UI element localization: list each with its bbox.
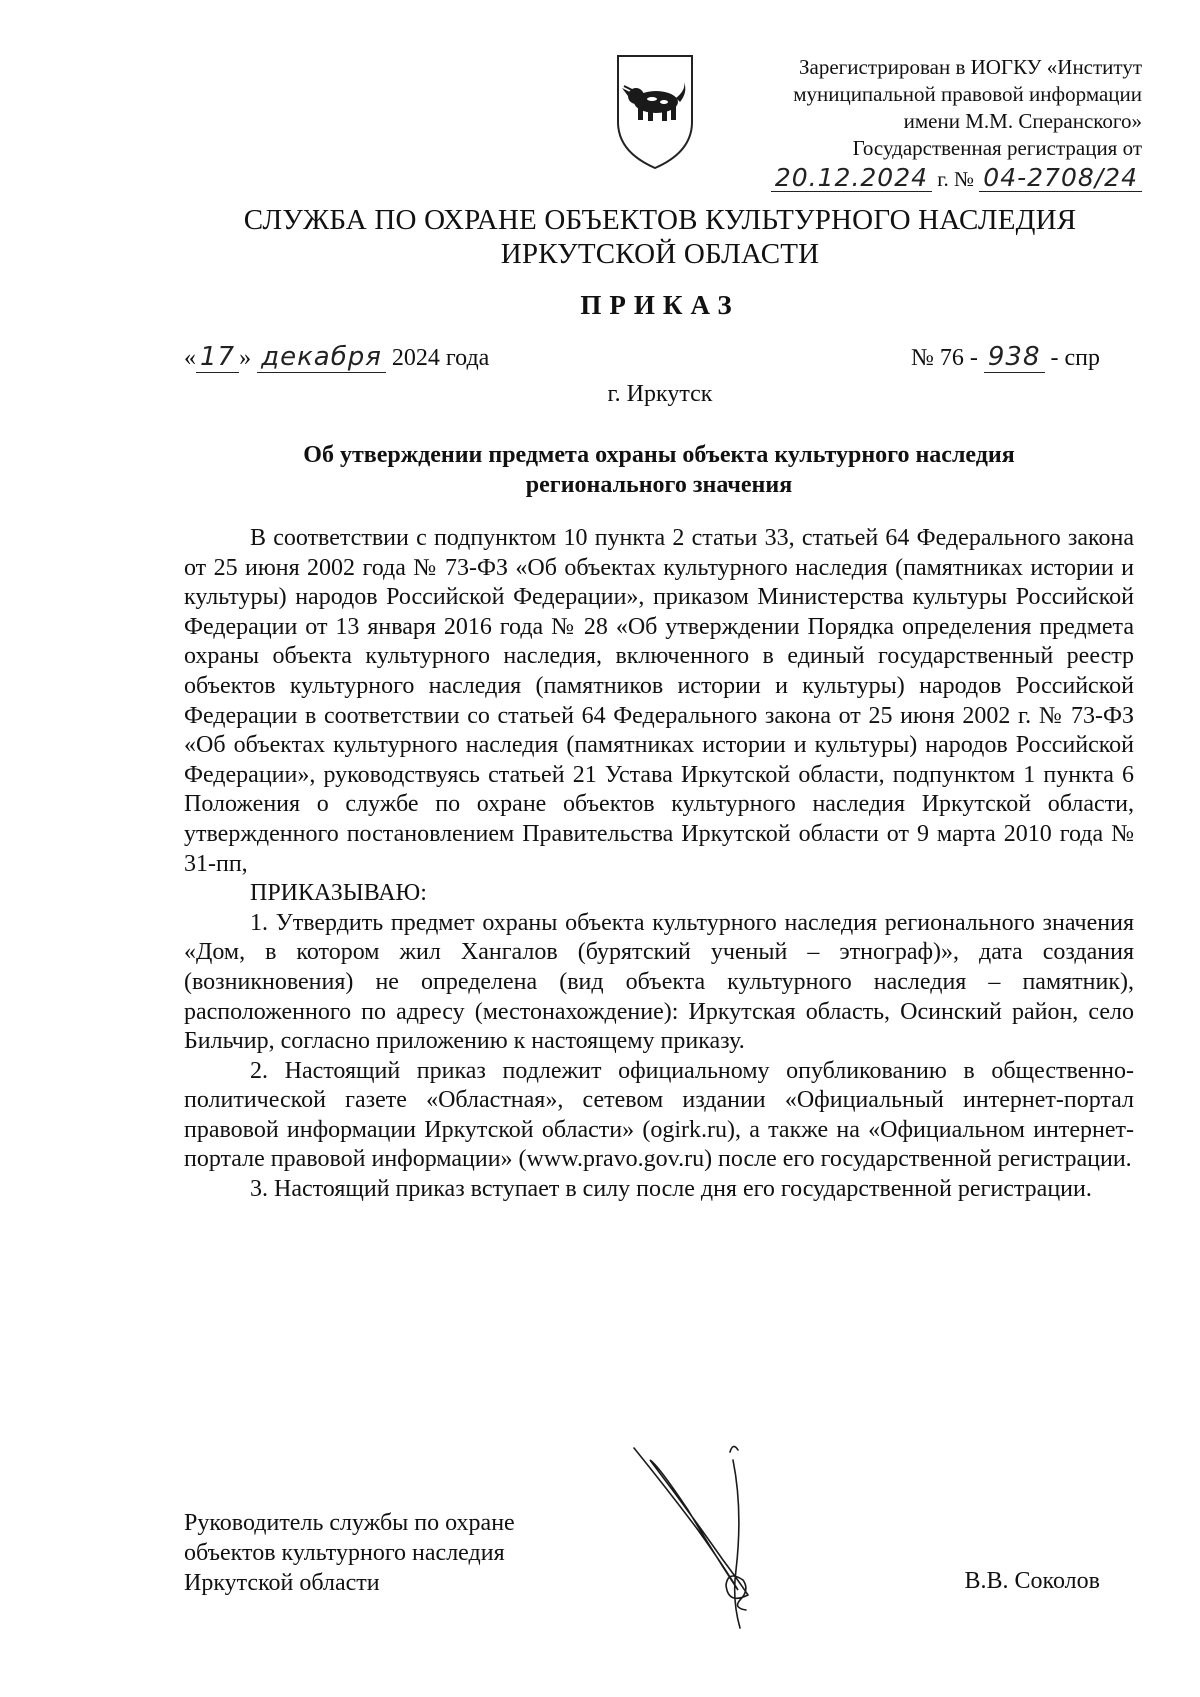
order-number-suffix: - спр (1050, 345, 1100, 371)
order-number-prefix: № 76 - (910, 345, 978, 371)
order-number-value: 938 (984, 342, 1045, 373)
order-city: г. Иркутск (607, 381, 713, 407)
order-number (911, 342, 1100, 373)
registration-date: 20.12.2024 (771, 164, 932, 192)
order-date (184, 342, 489, 373)
preamble-paragraph: В соответствии с подпунктом 10 пункта 2 статьи 33, статьей 64 Федерального закона от 25 июня 2002 года № 73-ФЗ «Об объектах культурного наследия (памятниках истории и культуры) народов Российской Федерации», приказом Министерства культуры Российской Федерации от 13 января 2016 года № 28 «Об утверждении Порядка определения предмета охраны объекта культурного наследия, включенного в единый государственный реестр объектов культурного наследия (памятников истории и культуры) народов Российской Федерации в соответствии со статьей 64 Федерального закона от 25 июня 2002 г. № 73-ФЗ «Об объектах культурного наследия (памятниках истории и культуры) народов Российской Федерации», руководствуясь статьей 21 Устава Иркутской области, подпунктом 1 пункта 6 Положения о службе по охране объектов культурного наследия Иркутской области, утвержденного постановлением Правительства Иркутской области от 9 марта 2010 года № 31-пп, (184, 525, 1134, 877)
agency-line-2: ИРКУТСКОЙ ОБЛАСТИ (500, 238, 820, 270)
date-open-quote: « (184, 345, 196, 371)
registration-line-4: Государственная регистрация от (852, 136, 1142, 160)
position-line-3: Иркутской области (184, 1570, 380, 1596)
agency-line-1: СЛУЖБА ПО ОХРАНЕ ОБЪЕКТОВ КУЛЬТУРНОГО НАСЛЕДИЯ (243, 204, 1077, 236)
order-title: ПРИКАЗ (580, 290, 740, 320)
registration-line-1: Зарегистрирован в ИОГКУ «Институт (798, 55, 1142, 79)
registration-stamp (700, 54, 1142, 196)
order-subject (184, 440, 1134, 500)
agency-heading (160, 203, 1160, 271)
date-day: 17 (196, 342, 239, 373)
item-3-paragraph: 3. Настоящий приказ вступает в силу после дня его государственной регистрации. (250, 1176, 1092, 1203)
date-year: 2024 года (391, 345, 490, 371)
order-body (184, 524, 1134, 1205)
irkutsk-babr-coat-of-arms-icon (614, 52, 696, 172)
registration-line-2: муниципальной правовой информации (793, 82, 1142, 106)
date-close-quote: » (239, 345, 252, 371)
subject-line-2: регионального значения (525, 472, 793, 498)
position-line-1: Руководитель службы по охране (184, 1510, 515, 1536)
subject-line-1: Об утверждении предмета охраны объекта культурного наследия (303, 442, 1015, 468)
registration-number-prefix: г. № (937, 167, 975, 191)
signatory-position (184, 1508, 515, 1598)
registration-handwritten-row (700, 164, 1142, 196)
signatory-name: В.В. Соколов (964, 1568, 1100, 1594)
position-line-2: объектов культурного наследия (184, 1540, 505, 1566)
handwritten-signature (628, 1440, 798, 1630)
date-month: декабря (257, 342, 386, 373)
registration-number: 04-2708/24 (979, 164, 1142, 192)
item-1-paragraph: 1. Утвердить предмет охраны объекта культурного наследия регионального значения «Дом, в котором жил Хангалов (бурятский ученый – этнограф)», дата создания (возникновения) не определена (вид объекта культурного наследия – памятник), расположенного по адресу (местонахождение): Иркутская область, Осинский район, село Бильчир, согласно приложению к настоящему приказу. (184, 909, 1134, 1055)
order-word: ПРИКАЗЫВАЮ: (250, 880, 427, 907)
item-2-paragraph: 2. Настоящий приказ подлежит официальному опубликованию в общественно-политической газете «Областная», сетевом издании «Официальный интернет-портал правовой информации Иркутской области» (ogirk.ru), а также на «Официальном интернет-портале правовой информации» (www.pravo.gov.ru) после его государственной регистрации. (184, 1057, 1134, 1173)
registration-line-3: имени М.М. Сперанского» (903, 109, 1142, 133)
